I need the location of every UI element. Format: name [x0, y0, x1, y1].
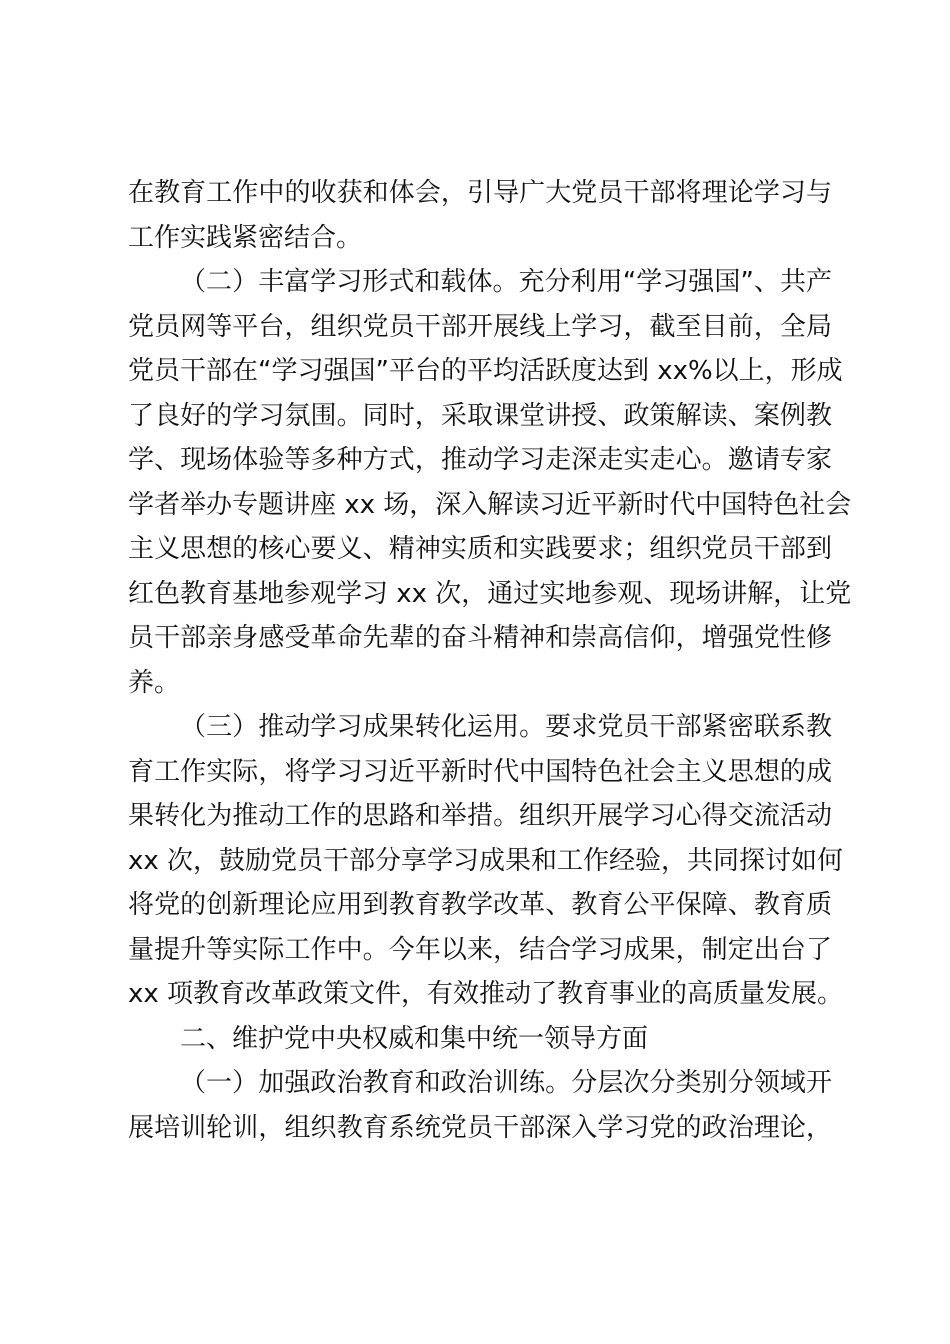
text-line: 学者举办专题讲座 xx 场，深入解读习近平新时代中国特色社会 — [128, 489, 852, 520]
text-line: 了良好的学习氛围。同时，采取课堂讲授、政策解读、案例教 — [128, 400, 832, 431]
text-line: xx 项教育改革政策文件，有效推动了教育事业的高质量发展。 — [128, 979, 844, 1009]
text-line: 员干部亲身感受革命先辈的奋斗精神和崇高信仰，增强党性修 — [128, 623, 832, 653]
text-line: 量提升等实际工作中。今年以来，结合学习成果，制定出台了 — [128, 934, 832, 965]
text-line: 党员网等平台，组织党员干部开展线上学习，截至目前，全局 — [128, 311, 832, 342]
text-line: 将党的创新理论应用到教育教学改革、教育公平保障、教育质 — [128, 890, 832, 920]
chapter-heading-line: 二、维护党中央权威和集中统一领导方面 — [180, 1023, 649, 1054]
text-line: 在教育工作中的收获和体会，引导广大党员干部将理论学习与 — [128, 178, 832, 208]
text-line: 学、现场体验等多种方式，推动学习走深走实走心。邀请专家 — [128, 445, 832, 475]
text-line: 主义思想的核心要义、精神实质和实践要求；组织党员干部到 — [128, 534, 832, 564]
body-text — [128, 171, 852, 1150]
text-line: 养。 — [128, 667, 181, 698]
text-line: 党员干部在“学习强国”平台的平均活跃度达到 xx%以上，形成 — [128, 356, 843, 386]
text-line: 果转化为推动工作的思路和举措。组织开展学习心得交流活动 — [128, 801, 832, 831]
text-line: 工作实践紧密结合。 — [128, 222, 363, 253]
text-line: xx 次，鼓励党员干部分享学习成果和工作经验，共同探讨如何 — [128, 845, 844, 876]
section-heading-line: （三）推动学习成果转化运用。要求党员干部紧密联系教 — [180, 712, 832, 742]
text-line: 红色教育基地参观学习 xx 次，通过实地参观、现场讲解，让党 — [128, 578, 852, 609]
text-line: 展培训轮训，组织教育系统党员干部深入学习党的政治理论， — [128, 1112, 832, 1143]
section-heading-line: （一）加强政治教育和政治训练。分层次分类别分领域开 — [180, 1068, 832, 1098]
text-line: 育工作实际，将学习习近平新时代中国特色社会主义思想的成 — [128, 756, 832, 787]
section-heading-line: （二）丰富学习形式和载体。充分利用“学习强国”、共产 — [180, 267, 832, 297]
